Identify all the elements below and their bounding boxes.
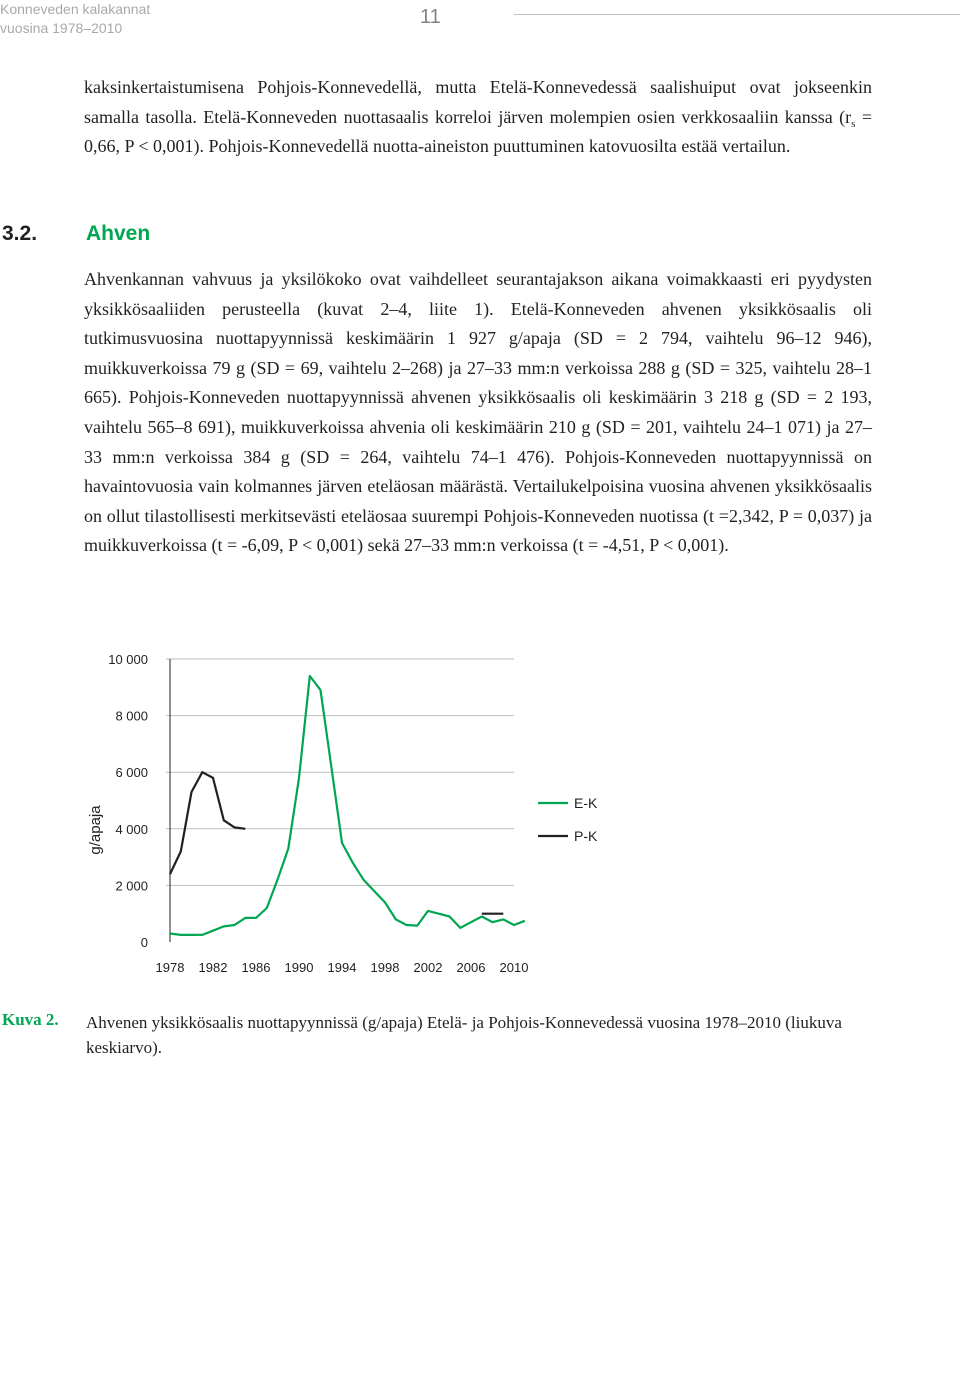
series-layer xyxy=(170,676,525,935)
y-tick-label-2000: 2 000 xyxy=(115,878,148,894)
y-axis-label: g/apaja xyxy=(87,805,104,855)
figure-caption: Ahvenen yksikkösaalis nuottapyynnissä (g/apaja) Etelä- ja Pohjois-Konnevedessä vuosina 1978–2010 (liukuva keskiarvo). xyxy=(86,1013,842,1057)
grid-layer xyxy=(166,659,514,885)
header-rule xyxy=(514,14,960,15)
figure-label: Kuva 2. xyxy=(2,1010,59,1029)
legend-label-E-K: E-K xyxy=(574,795,598,811)
x-tick-label-1998: 1998 xyxy=(370,960,400,975)
running-title-line2: vuosina 1978–2010 xyxy=(0,20,123,36)
y-tick-label-6000: 6 000 xyxy=(115,765,148,781)
x-tick-label-1994: 1994 xyxy=(327,960,357,975)
legend-label-P-K: P-K xyxy=(574,828,598,844)
running-head xyxy=(0,0,200,38)
legend-layer xyxy=(538,795,598,844)
x-tick-label-2002: 2002 xyxy=(413,960,443,975)
page-number: 11 xyxy=(420,6,441,28)
section-title: Ahven xyxy=(86,222,151,245)
axis-layer xyxy=(108,652,528,975)
x-tick-label-1978: 1978 xyxy=(155,960,185,975)
x-tick-label-1982: 1982 xyxy=(198,960,228,975)
paragraph-ahven: Ahvenkannan vahvuus ja yksilökoko ovat vaihdelleet seurantajakson aikana voimakkaasti eri pyydysten yksikkösaaliiden perusteella (kuvat 2–4, liite 1). Etelä-Konneveden ahvenen yksikkösaalis oli tutkimusvuosina nuottapyynnissä keskimäärin 1 927 g/apaja (SD = 2 794, vaihtelu 96–12 946), muikkuverkoissa 79 g (SD = 69, vaihtelu 2–268) ja 27–33 mm:n verkoissa 288 g (SD = 325, vaihtelu 28–1 665). Pohjois-Konneveden nuottapyynnissä ahvenen yksikkösaalis oli keskimäärin 3 218 g (SD = 2 193, vaihtelu 565–8 691), muikkuverkoissa ahvenia oli keskimäärin 210 g (SD = 201, vaihtelu 24–1 071) ja 27–33 mm:n verkoissa 384 g (SD = 264, vaihtelu 74–1 476). Pohjois-Konneveden nuottapyynnissä on havaintovuosia vain kolmannes järven eteläosan määrästä. Vertailukelpoisina vuosina ahvenen yksikkösaalis on ollut tilastollisesti merkitsevästi eteläosaa suurempi Pohjois-Konneveden nuotissa (t =2,342, P = 0,037) ja muikkuverkoissa (t = -6,09, P < 0,001) sekä 27–33 mm:n verkoissa (t = -4,51, P < 0,001). xyxy=(84,269,872,556)
y-tick-label-0: 0 xyxy=(140,935,148,950)
x-tick-label-2006: 2006 xyxy=(456,960,486,975)
section-number: 3.2. xyxy=(2,222,38,245)
x-tick-label-2010: 2010 xyxy=(499,960,529,975)
paragraph-intro-part1: kaksinkertaistumisena Pohjois-Konnevedellä, mutta Etelä-Konnevedessä saalishuiput ovat jokseenkin samalla tasolla. Etelä-Konneveden nuottasaalis korreloi järven molempien osien verkkosaaliin kanssa (r xyxy=(84,77,872,127)
running-title-line1: Konneveden kalakannat xyxy=(0,1,151,17)
subscript-s: s xyxy=(851,117,856,130)
series-line-E-K-seg1 xyxy=(170,676,525,935)
perch-catch-chart xyxy=(0,640,960,990)
paragraph-intro xyxy=(84,73,872,162)
y-tick-label-4000: 4 000 xyxy=(115,821,148,837)
series-line-P-K-seg1 xyxy=(170,772,245,874)
y-tick-label-8000: 8 000 xyxy=(115,708,148,724)
paragraph-intro-part2: = 0,66, P < 0,001). Pohjois-Konnevedellä nuotta-aineiston puuttuminen katovuosilta estää vertailun. xyxy=(84,106,872,157)
y-tick-label-10000: 10 000 xyxy=(108,652,148,667)
x-tick-label-1986: 1986 xyxy=(241,960,271,975)
x-tick-label-1990: 1990 xyxy=(284,960,314,975)
